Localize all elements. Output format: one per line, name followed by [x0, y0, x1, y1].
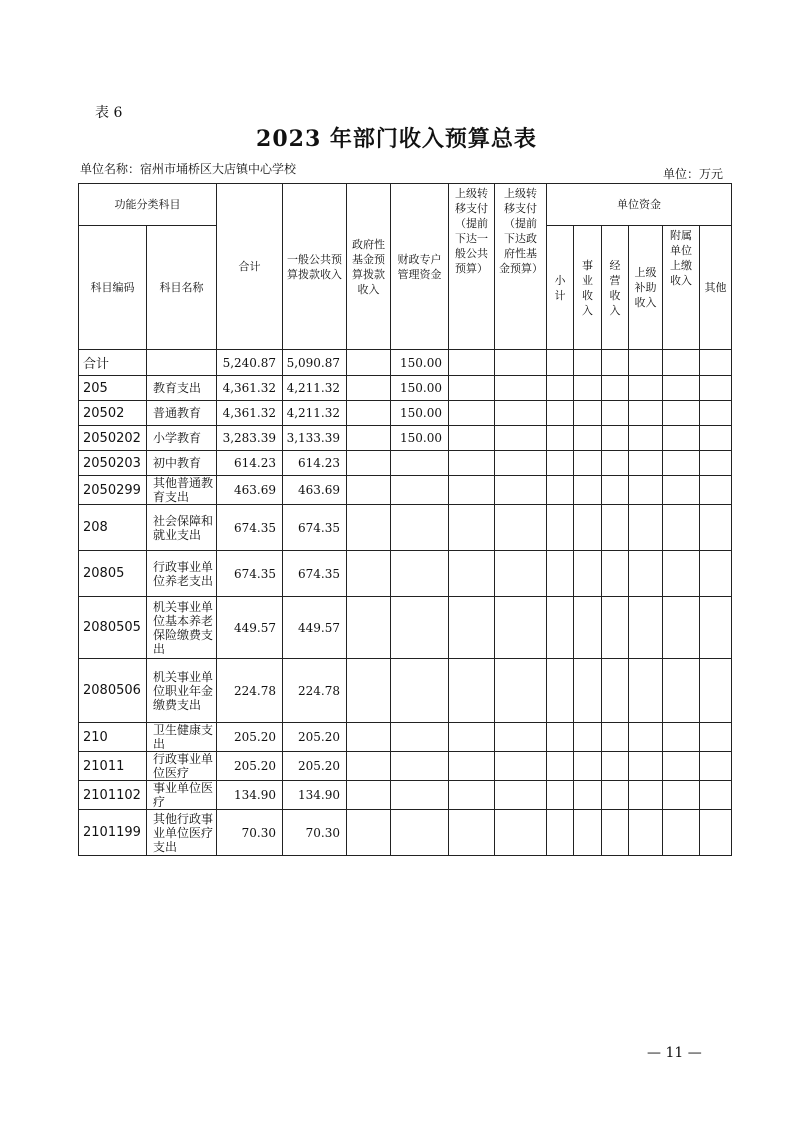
row-upper-subsidy: [629, 451, 663, 476]
row-upper-fund: [495, 781, 547, 810]
row-other: [700, 401, 732, 426]
row-other: [700, 752, 732, 781]
header-subtotal: 小计: [547, 226, 574, 350]
row-upper-subsidy: [629, 376, 663, 401]
row-code: 2050203: [79, 451, 147, 476]
row-total: 674.35: [217, 551, 283, 597]
row-upper-subsidy: [629, 551, 663, 597]
row-subtotal: [547, 752, 574, 781]
row-fiscal: [391, 723, 449, 752]
table-row: [79, 723, 732, 752]
row-fiscal: 150.00: [391, 376, 449, 401]
row-fiscal: [391, 551, 449, 597]
row-general: 674.35: [283, 505, 347, 551]
table-row: [79, 597, 732, 659]
row-name: 行政事业单位养老支出: [147, 551, 217, 597]
row-code: 210: [79, 723, 147, 752]
row-upper-general: [449, 659, 495, 723]
table-row: [79, 781, 732, 810]
row-upper-subsidy: [629, 810, 663, 856]
row-upper-general: [449, 401, 495, 426]
row-subtotal: [547, 781, 574, 810]
row-other: [700, 350, 732, 376]
row-fiscal: 150.00: [391, 401, 449, 426]
row-gov-fund: [347, 401, 391, 426]
page-number: — 11 —: [647, 1045, 702, 1061]
row-operating: [602, 597, 629, 659]
row-gov-fund: [347, 551, 391, 597]
row-subtotal: [547, 551, 574, 597]
row-upper-general: [449, 781, 495, 810]
row-operating: [602, 659, 629, 723]
row-subtotal: [547, 810, 574, 856]
row-career: [574, 723, 602, 752]
row-upper-fund: [495, 723, 547, 752]
row-code: 合计: [79, 350, 147, 376]
row-career: [574, 476, 602, 505]
row-upper-general: [449, 723, 495, 752]
row-operating: [602, 376, 629, 401]
page-title: 2023 年部门收入预算总表: [256, 126, 537, 152]
row-code: 20805: [79, 551, 147, 597]
row-subtotal: [547, 451, 574, 476]
row-total: 224.78: [217, 659, 283, 723]
row-affiliated: [663, 376, 700, 401]
row-operating: [602, 401, 629, 426]
row-other: [700, 505, 732, 551]
row-general: 674.35: [283, 551, 347, 597]
row-name: 其他行政事业单位医疗支出: [147, 810, 217, 856]
row-upper-fund: [495, 551, 547, 597]
row-operating: [602, 781, 629, 810]
row-subtotal: [547, 659, 574, 723]
row-career: [574, 597, 602, 659]
row-name: 初中教育: [147, 451, 217, 476]
row-total: 3,283.39: [217, 426, 283, 451]
row-career: [574, 781, 602, 810]
header-upper-fund: 上级转移支付（提前下达政府性基金预算）: [495, 184, 547, 350]
row-career: [574, 752, 602, 781]
row-operating: [602, 426, 629, 451]
row-other: [700, 810, 732, 856]
header-name: 科目名称: [147, 226, 217, 350]
row-affiliated: [663, 810, 700, 856]
row-gov-fund: [347, 376, 391, 401]
row-other: [700, 659, 732, 723]
row-name: 行政事业单位医疗: [147, 752, 217, 781]
budget-table: [78, 183, 732, 856]
row-gov-fund: [347, 451, 391, 476]
row-upper-subsidy: [629, 752, 663, 781]
table-row: [79, 551, 732, 597]
row-upper-general: [449, 451, 495, 476]
row-upper-subsidy: [629, 426, 663, 451]
row-code: 20502: [79, 401, 147, 426]
row-operating: [602, 451, 629, 476]
row-code: 21011: [79, 752, 147, 781]
table-row: [79, 426, 732, 451]
row-gov-fund: [347, 723, 391, 752]
row-total: 134.90: [217, 781, 283, 810]
row-total: 4,361.32: [217, 401, 283, 426]
row-name: 机关事业单位职业年金缴费支出: [147, 659, 217, 723]
row-subtotal: [547, 350, 574, 376]
row-general: 205.20: [283, 723, 347, 752]
row-upper-subsidy: [629, 659, 663, 723]
row-affiliated: [663, 659, 700, 723]
row-career: [574, 350, 602, 376]
row-operating: [602, 752, 629, 781]
row-upper-fund: [495, 505, 547, 551]
row-name: 普通教育: [147, 401, 217, 426]
row-code: 208: [79, 505, 147, 551]
row-gov-fund: [347, 781, 391, 810]
header-func-class: 功能分类科目: [79, 184, 217, 226]
row-total: 205.20: [217, 723, 283, 752]
row-operating: [602, 810, 629, 856]
row-name: 事业单位医疗: [147, 781, 217, 810]
row-fiscal: [391, 451, 449, 476]
row-affiliated: [663, 597, 700, 659]
row-subtotal: [547, 505, 574, 551]
row-general: 224.78: [283, 659, 347, 723]
row-code: 2101102: [79, 781, 147, 810]
row-other: [700, 451, 732, 476]
row-name: 其他普通教育支出: [147, 476, 217, 505]
row-total: 5,240.87: [217, 350, 283, 376]
row-general: 463.69: [283, 476, 347, 505]
row-gov-fund: [347, 505, 391, 551]
row-fiscal: 150.00: [391, 350, 449, 376]
header-code: 科目编码: [79, 226, 147, 350]
row-operating: [602, 350, 629, 376]
row-career: [574, 451, 602, 476]
row-career: [574, 401, 602, 426]
row-upper-fund: [495, 597, 547, 659]
row-general: 205.20: [283, 752, 347, 781]
row-subtotal: [547, 401, 574, 426]
row-affiliated: [663, 350, 700, 376]
row-upper-fund: [495, 401, 547, 426]
row-code: 2101199: [79, 810, 147, 856]
row-total: 449.57: [217, 597, 283, 659]
row-fiscal: 150.00: [391, 426, 449, 451]
row-other: [700, 551, 732, 597]
row-gov-fund: [347, 659, 391, 723]
row-affiliated: [663, 401, 700, 426]
row-general: 614.23: [283, 451, 347, 476]
row-total: 614.23: [217, 451, 283, 476]
row-affiliated: [663, 451, 700, 476]
row-upper-subsidy: [629, 597, 663, 659]
row-affiliated: [663, 476, 700, 505]
row-upper-general: [449, 597, 495, 659]
row-subtotal: [547, 426, 574, 451]
row-upper-general: [449, 426, 495, 451]
row-gov-fund: [347, 597, 391, 659]
row-affiliated: [663, 505, 700, 551]
header-affiliated: 附属单位上缴收入: [663, 226, 700, 350]
table-row: [79, 505, 732, 551]
row-upper-subsidy: [629, 505, 663, 551]
row-code: 205: [79, 376, 147, 401]
row-career: [574, 376, 602, 401]
row-general: 70.30: [283, 810, 347, 856]
row-affiliated: [663, 723, 700, 752]
row-fiscal: [391, 476, 449, 505]
row-code: 2050202: [79, 426, 147, 451]
row-other: [700, 781, 732, 810]
row-upper-fund: [495, 752, 547, 781]
row-fiscal: [391, 781, 449, 810]
row-fiscal: [391, 505, 449, 551]
row-upper-fund: [495, 451, 547, 476]
row-career: [574, 810, 602, 856]
table-row: [79, 451, 732, 476]
row-gov-fund: [347, 426, 391, 451]
row-name: 机关事业单位基本养老保险缴费支出: [147, 597, 217, 659]
row-subtotal: [547, 723, 574, 752]
row-code: 2080506: [79, 659, 147, 723]
row-name: 社会保障和就业支出: [147, 505, 217, 551]
row-code: 2050299: [79, 476, 147, 505]
row-upper-fund: [495, 810, 547, 856]
row-upper-general: [449, 752, 495, 781]
row-career: [574, 505, 602, 551]
row-general: 449.57: [283, 597, 347, 659]
unit-name-label: 单位名称：宿州市埇桥区大店镇中心学校: [80, 162, 297, 176]
row-upper-subsidy: [629, 350, 663, 376]
row-gov-fund: [347, 810, 391, 856]
row-operating: [602, 476, 629, 505]
table-row: [79, 659, 732, 723]
row-fiscal: [391, 810, 449, 856]
row-code: 2080505: [79, 597, 147, 659]
table-row: [79, 810, 732, 856]
row-upper-general: [449, 350, 495, 376]
row-upper-general: [449, 505, 495, 551]
row-upper-fund: [495, 350, 547, 376]
table-row: [79, 401, 732, 426]
row-general: 4,211.32: [283, 376, 347, 401]
row-upper-general: [449, 551, 495, 597]
row-other: [700, 597, 732, 659]
row-name: 教育支出: [147, 376, 217, 401]
row-name: 小学教育: [147, 426, 217, 451]
row-general: 4,211.32: [283, 401, 347, 426]
header-upper-general: 上级转移支付（提前下达一般公共预算）: [449, 184, 495, 350]
row-operating: [602, 505, 629, 551]
table-row: [79, 350, 732, 376]
row-name: 卫生健康支出: [147, 723, 217, 752]
row-fiscal: [391, 597, 449, 659]
header-upper-subsidy: 上级补助收入: [629, 226, 663, 350]
row-total: 205.20: [217, 752, 283, 781]
row-general: 3,133.39: [283, 426, 347, 451]
row-total: 463.69: [217, 476, 283, 505]
row-upper-subsidy: [629, 781, 663, 810]
row-total: 674.35: [217, 505, 283, 551]
row-upper-fund: [495, 476, 547, 505]
table-number: 表 6: [95, 105, 123, 121]
row-other: [700, 426, 732, 451]
row-affiliated: [663, 752, 700, 781]
header-other: 其他: [700, 226, 732, 350]
row-career: [574, 551, 602, 597]
row-upper-fund: [495, 376, 547, 401]
row-operating: [602, 723, 629, 752]
row-subtotal: [547, 476, 574, 505]
row-gov-fund: [347, 350, 391, 376]
row-subtotal: [547, 597, 574, 659]
row-total: 70.30: [217, 810, 283, 856]
row-fiscal: [391, 752, 449, 781]
row-name: [147, 350, 217, 376]
table-row: [79, 476, 732, 505]
row-other: [700, 476, 732, 505]
row-upper-fund: [495, 426, 547, 451]
row-affiliated: [663, 551, 700, 597]
header-career: 事业收入: [574, 226, 602, 350]
table-row: [79, 376, 732, 401]
row-upper-general: [449, 810, 495, 856]
row-general: 5,090.87: [283, 350, 347, 376]
row-fiscal: [391, 659, 449, 723]
row-subtotal: [547, 376, 574, 401]
row-upper-general: [449, 376, 495, 401]
row-other: [700, 723, 732, 752]
row-career: [574, 426, 602, 451]
table-row: [79, 752, 732, 781]
header-fiscal: 财政专户管理资金: [391, 184, 449, 350]
row-gov-fund: [347, 476, 391, 505]
row-total: 4,361.32: [217, 376, 283, 401]
row-upper-general: [449, 476, 495, 505]
row-career: [574, 659, 602, 723]
row-upper-subsidy: [629, 723, 663, 752]
currency-unit-label: 单位：万元: [662, 167, 723, 181]
row-upper-fund: [495, 659, 547, 723]
header-total: 合计: [217, 184, 283, 350]
row-operating: [602, 551, 629, 597]
header-gov-fund: 政府性基金预算拨款收入: [347, 184, 391, 350]
row-gov-fund: [347, 752, 391, 781]
header-operating: 经营收入: [602, 226, 629, 350]
row-other: [700, 376, 732, 401]
row-upper-subsidy: [629, 476, 663, 505]
row-affiliated: [663, 781, 700, 810]
header-general: 一般公共预算拨款收入: [283, 184, 347, 350]
header-unit-funds: 单位资金: [547, 184, 732, 226]
row-upper-subsidy: [629, 401, 663, 426]
row-general: 134.90: [283, 781, 347, 810]
row-affiliated: [663, 426, 700, 451]
